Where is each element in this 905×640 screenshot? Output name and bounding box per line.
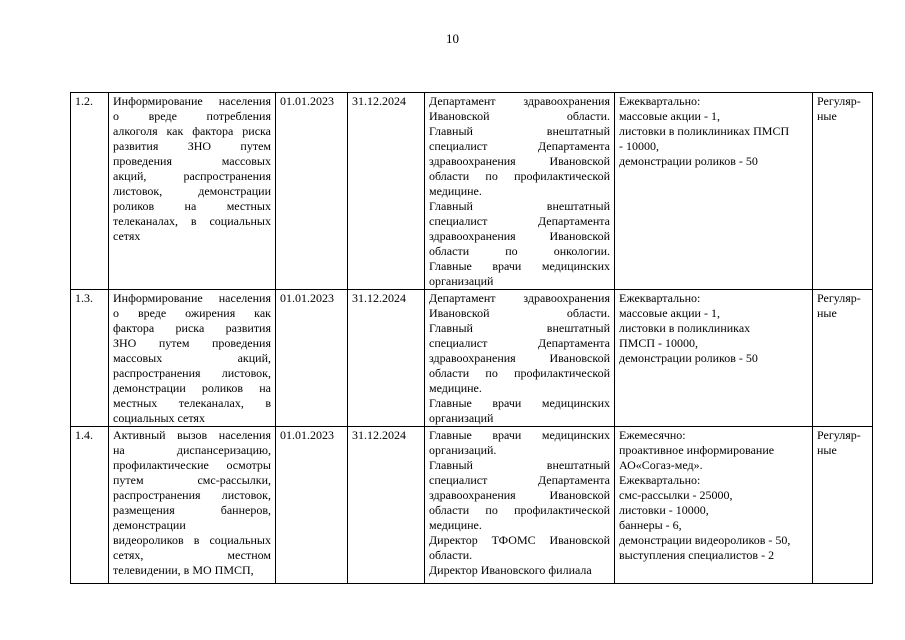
periodicity-line: Регуляр- bbox=[817, 291, 861, 305]
responsible-line: организаций. bbox=[429, 443, 497, 457]
responsible-line: области по онкологии. bbox=[429, 244, 610, 258]
responsible bbox=[425, 427, 615, 584]
indicators-line: листовки - 10000, bbox=[619, 503, 709, 517]
event-description-line: сетях bbox=[113, 229, 141, 243]
event-description-line: распространения листовок, bbox=[113, 366, 271, 380]
periodicity bbox=[813, 427, 873, 584]
indicators-line: ПМСП - 10000, bbox=[619, 336, 699, 350]
indicators-line: демонстрации роликов - 50 bbox=[619, 154, 758, 168]
responsible-line: медицине. bbox=[429, 184, 482, 198]
responsible bbox=[425, 93, 615, 290]
responsible-line: специалист Департамента bbox=[429, 214, 610, 228]
event-description-line: ЗНО путем проведения bbox=[113, 336, 271, 350]
start-date: 01.01.2023 bbox=[276, 427, 348, 584]
responsible bbox=[425, 290, 615, 427]
event-description-line: распространения листовок, bbox=[113, 488, 271, 502]
event-description bbox=[109, 427, 276, 584]
row-number: 1.2. bbox=[71, 93, 109, 290]
event-description-line: массовых акций, bbox=[113, 351, 271, 365]
responsible-line: Главные врачи медицинских bbox=[429, 259, 610, 273]
indicators-line: демонстрации роликов - 50 bbox=[619, 351, 758, 365]
responsible-line: здравоохранения Ивановской bbox=[429, 351, 610, 365]
event-description bbox=[109, 290, 276, 427]
event-description bbox=[109, 93, 276, 290]
responsible-line: здравоохранения Ивановской bbox=[429, 229, 610, 243]
indicators bbox=[615, 290, 813, 427]
responsible-line: Директор ТФОМС Ивановской bbox=[429, 533, 610, 547]
table-row bbox=[71, 290, 873, 427]
indicators bbox=[615, 427, 813, 584]
event-description-line: фактора риска развития bbox=[113, 321, 271, 335]
responsible-line: области по профилактической bbox=[429, 169, 610, 183]
event-description-line: Информирование населения bbox=[113, 291, 271, 305]
indicators-line: Ежеквартально: bbox=[619, 291, 701, 305]
event-description-line: социальных сетях bbox=[113, 411, 205, 425]
responsible-line: организаций bbox=[429, 274, 494, 288]
row-number: 1.4. bbox=[71, 427, 109, 584]
event-description-line: листовок, демонстрации bbox=[113, 184, 271, 198]
event-description-line: местных телеканалах, в bbox=[113, 396, 271, 410]
event-description-line: о вреде ожирения как bbox=[113, 306, 271, 320]
periodicity-line: ные bbox=[817, 306, 837, 320]
indicators-line: смс-рассылки - 25000, bbox=[619, 488, 733, 502]
indicators-line: проактивное информирование bbox=[619, 443, 775, 457]
event-description-line: путем смс-рассылки, bbox=[113, 473, 271, 487]
table-row bbox=[71, 427, 873, 584]
indicators-line: демонстрации видеороликов - 50, bbox=[619, 533, 791, 547]
event-description-line: профилактические осмотры bbox=[113, 458, 271, 472]
periodicity-line: ные bbox=[817, 109, 837, 123]
event-description-line: роликов на местных bbox=[113, 199, 271, 213]
responsible-line: специалист Департамента bbox=[429, 473, 610, 487]
indicators-line: выступления специалистов - 2 bbox=[619, 548, 775, 562]
indicators-line: - 10000, bbox=[619, 139, 659, 153]
responsible-line: области. bbox=[429, 548, 473, 562]
responsible-line: организаций bbox=[429, 411, 494, 425]
responsible-line: Ивановской области. bbox=[429, 306, 610, 320]
responsible-line: здравоохранения Ивановской bbox=[429, 154, 610, 168]
responsible-line: Главные врачи медицинских bbox=[429, 396, 610, 410]
measures-table bbox=[70, 92, 873, 584]
event-description-line: проведения массовых bbox=[113, 154, 271, 168]
periodicity bbox=[813, 93, 873, 290]
responsible-line: специалист Департамента bbox=[429, 139, 610, 153]
start-date: 01.01.2023 bbox=[276, 93, 348, 290]
responsible-line: медицине. bbox=[429, 518, 482, 532]
start-date: 01.01.2023 bbox=[276, 290, 348, 427]
indicators-line: Ежеквартально: bbox=[619, 473, 701, 487]
indicators-line: листовки в поликлиниках ПМСП bbox=[619, 124, 790, 138]
indicators-line: баннеры - 6, bbox=[619, 518, 682, 532]
responsible-line: Департамент здравоохранения bbox=[429, 291, 610, 305]
event-description-line: сетях, местном bbox=[113, 548, 271, 562]
responsible-line: Ивановской области. bbox=[429, 109, 610, 123]
event-description-line: акций, распространения bbox=[113, 169, 271, 183]
responsible-line: области по профилактической bbox=[429, 503, 610, 517]
periodicity-line: Регуляр- bbox=[817, 428, 861, 442]
indicators-line: АО«Согаз-мед». bbox=[619, 458, 703, 472]
responsible-line: Главный внештатный bbox=[429, 199, 610, 213]
responsible-line: Главные врачи медицинских bbox=[429, 428, 610, 442]
event-description-line: телеканалах, в социальных bbox=[113, 214, 271, 228]
event-description-line: Активный вызов населения bbox=[113, 428, 271, 442]
responsible-line: Директор Ивановского филиала bbox=[429, 563, 592, 577]
periodicity-line: Регуляр- bbox=[817, 94, 861, 108]
table-row bbox=[71, 93, 873, 290]
responsible-line: Департамент здравоохранения bbox=[429, 94, 610, 108]
responsible-line: специалист Департамента bbox=[429, 336, 610, 350]
event-description-line: алкоголя как фактора риска bbox=[113, 124, 271, 138]
responsible-line: области по профилактической bbox=[429, 366, 610, 380]
indicators-line: массовые акции - 1, bbox=[619, 306, 720, 320]
indicators bbox=[615, 93, 813, 290]
end-date: 31.12.2024 bbox=[348, 290, 425, 427]
responsible-line: Главный внештатный bbox=[429, 124, 610, 138]
responsible-line: Главный внештатный bbox=[429, 321, 610, 335]
indicators-line: Ежемесячно: bbox=[619, 428, 686, 442]
periodicity bbox=[813, 290, 873, 427]
event-description-line: размещения баннеров, bbox=[113, 503, 271, 517]
responsible-line: медицине. bbox=[429, 381, 482, 395]
responsible-line: Главный внештатный bbox=[429, 458, 610, 472]
event-description-line: видеороликов в социальных bbox=[113, 533, 271, 547]
event-description-line: телевидении, в МО ПМСП, bbox=[113, 563, 254, 577]
event-description-line: о вреде потребления bbox=[113, 109, 271, 123]
responsible-line: здравоохранения Ивановской bbox=[429, 488, 610, 502]
end-date: 31.12.2024 bbox=[348, 427, 425, 584]
periodicity-line: ные bbox=[817, 443, 837, 457]
indicators-line: массовые акции - 1, bbox=[619, 109, 720, 123]
indicators-line: Ежеквартально: bbox=[619, 94, 701, 108]
event-description-line: демонстрации роликов на bbox=[113, 381, 271, 395]
row-number: 1.3. bbox=[71, 290, 109, 427]
end-date: 31.12.2024 bbox=[348, 93, 425, 290]
page-number: 10 bbox=[446, 31, 459, 46]
event-description-line: на диспансеризацию, bbox=[113, 443, 271, 457]
indicators-line: листовки в поликлиниках bbox=[619, 321, 751, 335]
event-description-line: Информирование населения bbox=[113, 94, 271, 108]
event-description-line: демонстрации bbox=[113, 518, 186, 532]
event-description-line: развития ЗНО путем bbox=[113, 139, 271, 153]
